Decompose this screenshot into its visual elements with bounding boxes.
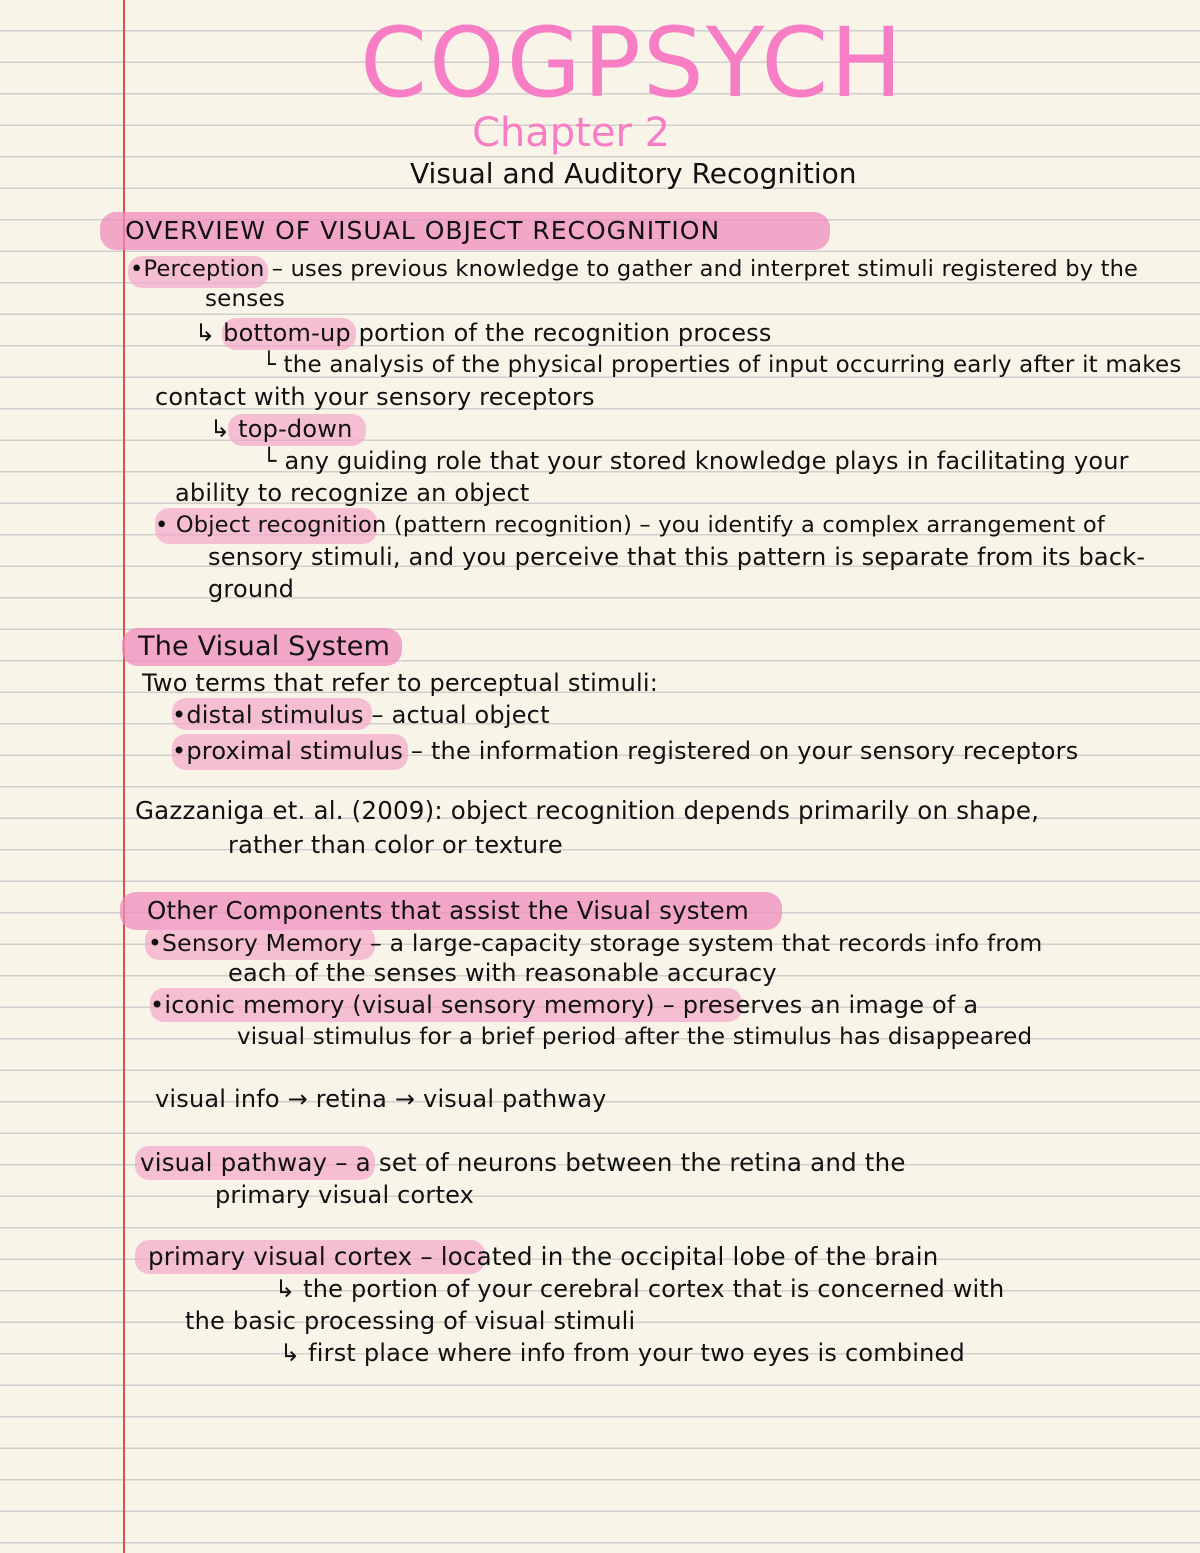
note-line: Two terms that refer to perceptual stimuli:	[142, 669, 659, 697]
note-line: Gazzaniga et. al. (2009): object recognition depends primarily on shape,	[135, 796, 1040, 825]
note-line: senses	[205, 286, 286, 312]
note-line: • Object recognition (pattern recognition) – you identify a complex arrangement of	[155, 512, 1105, 538]
note-line: visual pathway – a set of neurons between the retina and the	[140, 1148, 906, 1177]
note-line: ↳ first place where info from your two eyes is combined	[280, 1339, 965, 1367]
note-line: primary visual cortex – located in the occipital lobe of the brain	[148, 1242, 939, 1271]
note-line: •distal stimulus – actual object	[172, 701, 550, 729]
visual-system-heading: The Visual System	[138, 631, 391, 662]
note-line: ability to recognize an object	[175, 479, 530, 507]
note-line: •Perception – uses previous knowledge to gather and interpret stimuli registered by the	[130, 256, 1139, 282]
subtitle: Visual and Auditory Recognition	[410, 157, 857, 190]
components-heading: Other Components that assist the Visual system	[147, 896, 749, 925]
note-line: └ any guiding role that your stored knowledge plays in facilitating your	[262, 447, 1129, 475]
note-line: •Sensory Memory – a large-capacity storage system that records info from	[148, 929, 1043, 957]
overview-heading: OVERVIEW OF VISUAL OBJECT RECOGNITION	[125, 216, 721, 245]
note-line: sensory stimuli, and you perceive that this pattern is separate from its back-	[208, 543, 1146, 571]
note-line: visual info → retina → visual pathway	[155, 1085, 607, 1113]
chapter-label: Chapter 2	[472, 110, 671, 156]
note-line: ↳ bottom-up portion of the recognition process	[195, 319, 772, 347]
note-line: ↳ top-down	[210, 415, 353, 443]
note-line: ↳ the portion of your cerebral cortex that is concerned with	[275, 1275, 1005, 1303]
note-line: └ the analysis of the physical properties of input occurring early after it makes	[262, 352, 1182, 378]
note-line: contact with your sensory receptors	[155, 383, 595, 411]
note-line: ground	[208, 575, 295, 603]
page-title: COGPSYCH	[360, 7, 905, 119]
note-line: •proximal stimulus – the information registered on your sensory receptors	[172, 737, 1079, 765]
note-line: visual stimulus for a brief period after the stimulus has disappeared	[237, 1024, 1033, 1050]
note-line: rather than color or texture	[228, 831, 563, 859]
note-line: each of the senses with reasonable accuracy	[228, 959, 777, 987]
note-line: •iconic memory (visual sensory memory) – preserves an image of a	[150, 991, 979, 1019]
note-line: the basic processing of visual stimuli	[185, 1307, 636, 1335]
note-line: primary visual cortex	[215, 1181, 475, 1209]
